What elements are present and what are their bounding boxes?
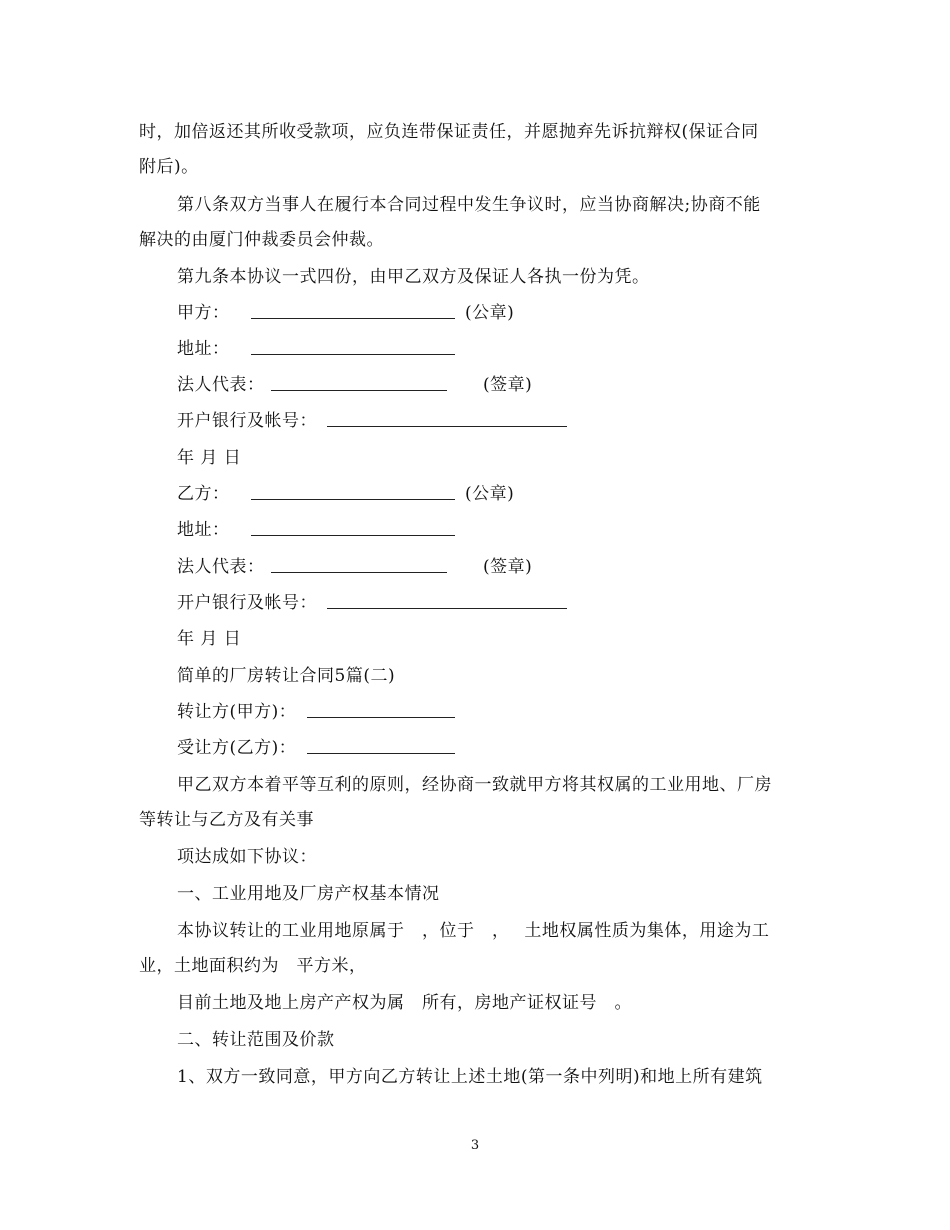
bank-blank (327, 592, 567, 609)
legal-rep-label: 法人代表： (177, 557, 265, 577)
legal-rep-blank (271, 556, 447, 573)
paragraph-line: 第八条双方当事人在履行本合同过程中发生争议时，应当协商解决;协商不能 (177, 195, 761, 215)
party-b-bank-row (177, 592, 317, 614)
address-blank (251, 519, 455, 536)
transferor-row (177, 701, 296, 723)
party-a-rep-row (177, 374, 533, 396)
paragraph-line: 本协议转让的工业用地原属于 ，位于 ， 土地权属性质为集体，用途为工 (177, 921, 770, 941)
party-a-address-row (177, 338, 230, 360)
paragraph-line: 时，加倍返还其所收受款项，应负连带保证责任，并愿抛弃先诉抗辩权(保证合同 (139, 122, 759, 142)
party-b-rep-row (177, 556, 533, 578)
paragraph-line: 等转让与乙方及有关事 (139, 810, 314, 830)
address-label: 地址： (177, 520, 230, 540)
legal-rep-blank (271, 374, 447, 391)
paragraph-line: 解决的由厦门仲裁委员会仲裁。 (139, 230, 384, 250)
transferor-label: 转让方(甲方)： (177, 702, 297, 722)
party-b-row (177, 483, 515, 505)
bank-blank (327, 410, 567, 427)
paragraph-line: 项达成如下协议： (177, 847, 317, 867)
bank-label: 开户银行及帐号： (177, 411, 317, 431)
party-b-label: 乙方： (177, 484, 230, 504)
party-b-address-row (177, 519, 230, 541)
transferee-label: 受让方(乙方)： (177, 738, 297, 758)
transferor-blank (307, 701, 455, 718)
address-blank (251, 338, 455, 355)
sign-label: (签章) (483, 557, 533, 577)
heading-line: 一、工业用地及厂房产权基本情况 (177, 884, 440, 904)
legal-rep-label: 法人代表： (177, 375, 265, 395)
paragraph-line: 业，土地面积约为 平方米， (139, 956, 367, 976)
paragraph-line: 目前土地及地上房产产权为属 所有，房地产证权证号 。 (177, 993, 632, 1013)
party-a-bank-row (177, 410, 317, 432)
paragraph-line: 甲乙双方本着平等互利的原则，经协商一致就甲方将其权属的工业用地、厂房 (177, 775, 772, 795)
page-number: 3 (470, 1138, 480, 1153)
party-b-seal: (公章) (465, 484, 515, 504)
party-a-label: 甲方： (177, 303, 230, 323)
paragraph-line: 1、双方一致同意，甲方向乙方转让上述土地(第一条中列明)和地上所有建筑 (177, 1067, 763, 1087)
party-a-seal: (公章) (465, 303, 515, 323)
party-a-date: 年 月 日 (177, 448, 242, 468)
section-title: 简单的厂房转让合同5篇(二) (177, 666, 396, 686)
transferee-row (177, 737, 296, 759)
party-b-blank (251, 483, 455, 500)
address-label: 地址： (177, 339, 230, 359)
paragraph-line: 附后)。 (139, 157, 199, 177)
heading-line: 二、转让范围及价款 (177, 1030, 335, 1050)
party-a-row (177, 302, 515, 324)
transferee-blank (307, 737, 455, 754)
party-a-blank (251, 302, 455, 319)
party-b-date: 年 月 日 (177, 629, 242, 649)
bank-label: 开户银行及帐号： (177, 593, 317, 613)
sign-label: (签章) (483, 375, 533, 395)
paragraph-line: 第九条本协议一式四份，由甲乙双方及保证人各执一份为凭。 (177, 267, 650, 287)
